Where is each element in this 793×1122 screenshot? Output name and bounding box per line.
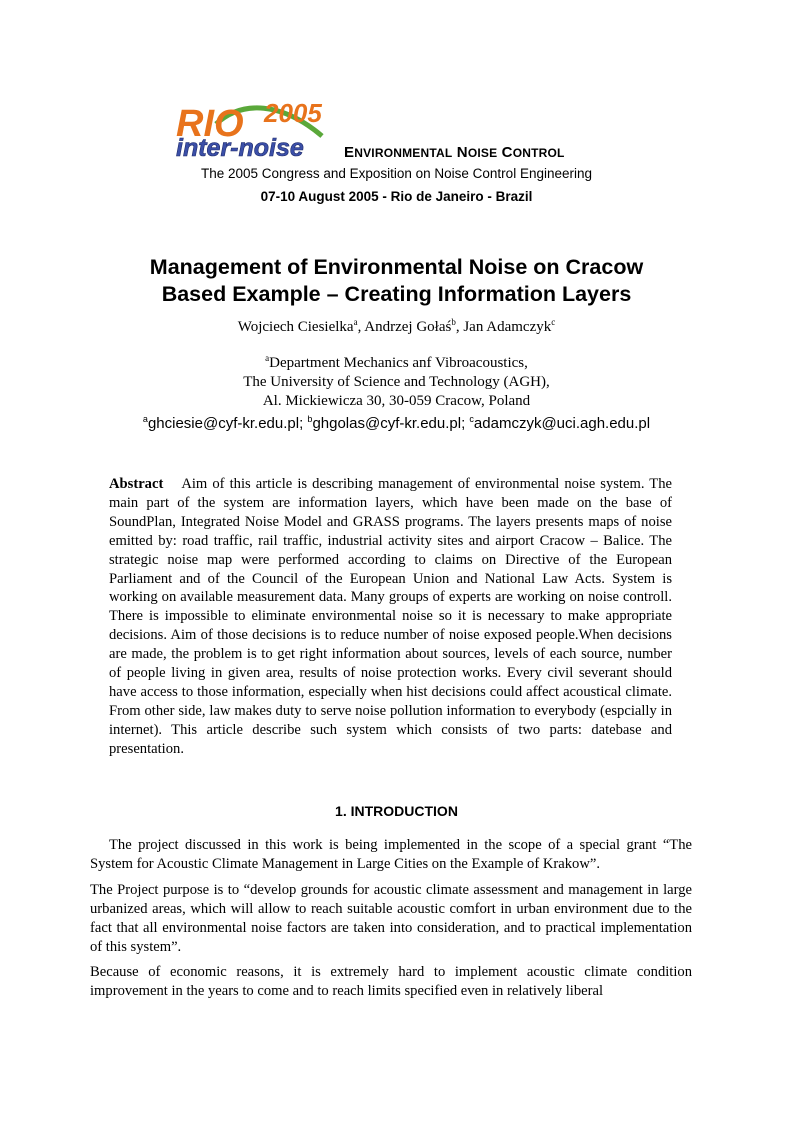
conf-word-3: CONTROL — [501, 144, 565, 161]
conference-name — [344, 144, 565, 161]
email-link[interactable]: adamczyk@uci.agh.edu.pl — [473, 415, 651, 432]
author: Andrzej Gołaś — [364, 319, 452, 335]
title-line-1: Management of Environmental Noise on Cracow — [149, 255, 644, 279]
affiliation: $^a$Department Mechanics anf Vibroacoustics, The University of Science and Technology (AGH), Al. Mickiewicza 30, 30-059 Cracow, Poland — [243, 353, 550, 409]
abstract-text: Aim of this article is describing management of environmental noise system. The main part of the system are information layers, which have been made on the base of SoundPlan, Integrated Noise Model and GRASS programs. The layers presents maps of noise emitted by: road traffic, rail traffic, industrial activity sites and airport Cracow – Balice. The strategic noise map were performed according to claims on Directive of the European Parliament and of the Council of the European Union and National Law Acts. System is working on available measurement data. Many groups of experts are working on noise controll. There is impossible to eliminate environmental noise so it is necessary to make appropriate decisions. Aim of those decisions is to reduce number of noise exposed people.When decisions are made, the problem is to get right information about sources, levels of each source, number of people living in given area, results of noise protection works. Every civil severant should have access to those information, especially when hist decisions could affect acoustical climate. From other side, law makes duty to serve noise pollution information to everybody (espcially in internet). This article describe such system which consists of two parts: datebase and presentation. — [109, 476, 672, 757]
title-line-2: Based Example – Creating Information Layers — [161, 282, 632, 306]
conf-word-1: ENVIRONMENTAL — [344, 144, 453, 161]
section-heading: 1. INTRODUCTION — [335, 803, 458, 819]
author-list: Wojciech Ciesielka$^a$, Andrzej Gołaś$^b$, Jan Adamczyk$^c$ — [237, 317, 556, 335]
paragraph: The Project purpose is to “develop grounds for acoustic climate assessment and management in large urbanized areas, which will allow to reach suitable acoustic comfort in urban environment due to the fact that all environmental noise factors are taken into consideration, and to practical implementation of this system”. — [90, 881, 692, 955]
paper-title — [0, 254, 793, 308]
logo-text: inter-noise — [176, 134, 304, 160]
conference-subtitle: The 2005 Congress and Exposition on Noise Control Engineering — [201, 166, 592, 181]
logo-rio: RIO — [176, 103, 244, 145]
conf-word-2: NOISE — [456, 144, 498, 161]
logo-year: 2005 — [264, 98, 322, 128]
email-link[interactable]: ghciesie@cyf-kr.edu.pl — [147, 415, 300, 432]
email-link[interactable]: ghgolas@cyf-kr.edu.pl — [312, 415, 462, 432]
abstract — [109, 475, 672, 759]
inter-noise-logo — [172, 96, 342, 160]
paragraph: Because of economic reasons, it is extremely hard to implement acoustic climate condition improvement in the years to come and to reach limits specified even in relatively liberal — [90, 964, 692, 1000]
email-list: $^a$ghciesie@cyf-kr.edu.pl; $^b$ghgolas@cyf-kr.edu.pl; $^c$adamczyk@uci.agh.edu.pl — [142, 414, 651, 432]
conference-date: 07-10 August 2005 - Rio de Janeiro - Brazil — [260, 189, 533, 204]
abstract-label: Abstract — [109, 476, 164, 492]
author: Wojciech Ciesielka — [237, 319, 354, 335]
author: Jan Adamczyk — [463, 319, 552, 335]
paragraph: The project discussed in this work is being implemented in the scope of a special grant “The System for Acoustic Climate Management in Large Cities on the Example of Krakow”. — [90, 837, 692, 872]
section-body — [90, 836, 692, 1008]
